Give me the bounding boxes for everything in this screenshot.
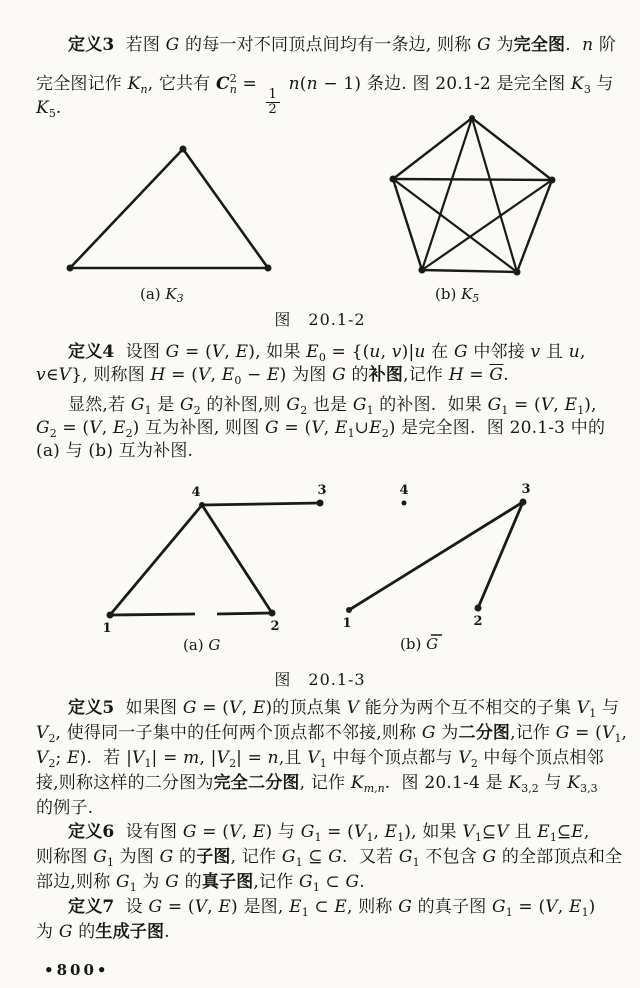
text-line: 接,则称这样的二分图为完全二分图, 记作 $K_{m,n}$. 图 20.1-4 是 $K_{3,2}$ 与 $K_{3,3}$ [36,773,598,795]
vertex-dot [265,265,272,272]
vertex-label-2: 2 [270,619,280,634]
text-line: $K_5$. [36,98,62,120]
graph-g [102,483,326,654]
vertex-dot [67,265,74,272]
text-line: $V_2$, 使得同一子集中的任何两个顶点都不邻接,则称 G 为二分图,记作 $G = (V_1$, [36,723,628,745]
figure-caption-2012: 图 20.1-2 [274,310,366,329]
graph-k5 [390,115,556,304]
subfigure-label-a: (a) $K_3$ [140,285,184,304]
figure-graph-and-complement [60,483,580,655]
text-line: 定义4 设图 G = (V, E), 如果 $E_0 = \{(u$, v)|u 在 G 中邻接 v 且 u, [68,342,586,364]
graph-k3 [67,146,272,305]
figure-complete-graphs-k3-k5 [40,112,600,304]
subfigure-label-b: (b) G [400,635,439,653]
vertex-dot [520,499,527,506]
vertex-label-1: 1 [102,621,112,636]
vertex-label-3: 3 [521,483,531,497]
vertex-dot [419,267,426,274]
page-number: •800• [44,961,110,979]
vertex-dot [469,115,475,121]
vertex-label-3: 3 [317,483,327,498]
text-line: 部边,则称 $G_1$ 为 G 的真子图,记作 $G_1$ ⊂ G. [36,872,365,894]
vertex-dot [514,269,521,276]
text-line: 为 G 的生成子图. [36,922,170,942]
vertex-dot [346,607,352,613]
text-line: 定义6 设有图 G = (V, E) 与 $G_1 = (V_1$, $E_1$), 如果 $V_1⊆V$ 且 $E_1⊆E$, [68,822,590,844]
vertex-dot [390,176,397,183]
figure-caption-2013: 图 20.1-3 [274,670,366,689]
text-line: 定义7 设 G = (V, E) 是图, $E_1$ ⊂ E, 则称 G 的真子图 $G_1 = (V$, $E_1$) [68,897,596,919]
subfigure-label-b: (b) $K_5$ [435,285,480,304]
vertex-dot [402,501,407,506]
vertex-dot [475,605,482,612]
vertex-dot [317,500,324,507]
text-line: (a) 与 (b) 互为补图. [36,441,194,461]
vertex-dot [549,177,556,184]
text-line: 则称图 $G_1$ 为图 G 的子图, 记作 $G_1$ ⊆ G. 又若 $G_1$ 不包含 G 的全部顶点和全 [36,847,623,869]
text-line: 定义5 如果图 G = (V, E)的顶点集 V 能分为两个互不相交的子集 $V_1$ 与 [68,698,620,720]
vertex-label-1: 1 [342,616,352,631]
vertex-dot [107,612,114,619]
text-line: 定义3 若图 G 的每一对不同顶点间均有一条边, 则称 G 为完全图. n 阶 [68,35,617,55]
text-line: 显然,若 $G_1$ 是 $G_2$ 的补图,则 $G_2$ 也是 $G_1$ 的补图. 如果 $G_1 = (V$, $E_1$), [68,395,597,417]
vertex-dot [180,146,187,153]
vertex-label-4: 4 [191,485,201,500]
vertex-dot [199,502,205,508]
vertex-dot [269,610,276,617]
text-line: $G_2 = (V$, $E_2$) 互为补图, 则图 G = (V, $E_1\cup E_2$) 是完全图. 图 20.1-3 中的 [36,418,606,440]
vertex-label-4: 4 [399,483,409,498]
text-line: 完全图记作 $K_n$, 它共有 $C^2_n$ = $\frac{1}{2}$ n(n − 1) 条边. 图 20.1-2 是完全图 $K_3$ 与 [36,72,614,117]
subfigure-label-a: (a) G [183,636,221,654]
text-line: 的例子. [36,798,94,818]
graph-g-complement [342,483,530,653]
text-line: $V_2$; E). 若 $|V_1| = m$, $|V_2| = n$,且 $V_1$ 中每个顶点都与 $V_2$ 中每个顶点相邻 [36,748,604,770]
text-line: v∈V}, 则称图 H = (V, $E_0 - E$) 为图 G 的补图,记作 $H = \overline{G}$. [36,365,509,387]
vertex-label-2: 2 [473,614,483,629]
